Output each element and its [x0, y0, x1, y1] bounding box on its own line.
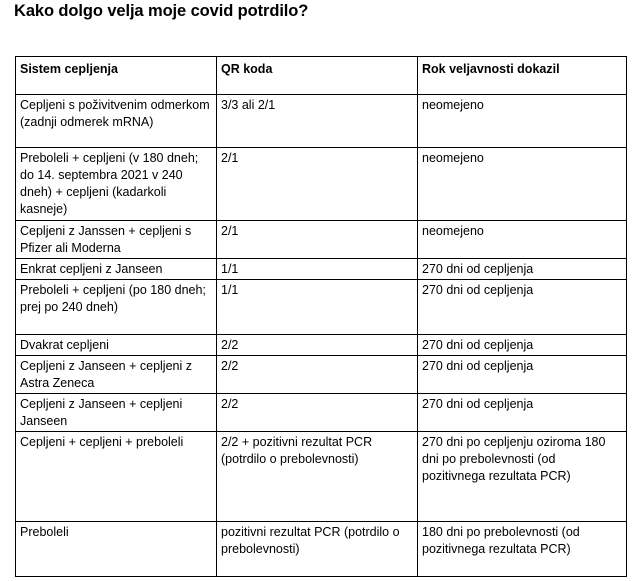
table-cell-validity: 270 dni od cepljenja: [418, 280, 627, 335]
table-cell-qr: 2/2: [217, 356, 418, 394]
table-cell-validity: 270 dni od cepljenja: [418, 356, 627, 394]
header-validity-period: Rok veljavnosti dokazil: [418, 57, 627, 95]
table-cell-system: Cepljeni z Janssen + cepljeni s Pfizer ali Moderna: [16, 221, 217, 259]
table-cell-qr: 1/1: [217, 280, 418, 335]
table-header-row: [16, 57, 627, 95]
table-cell-qr: 2/2: [217, 394, 418, 432]
table-cell-validity: 270 dni po cepljenju oziroma 180 dni po prebolevnosti (od pozitivnega rezultata PCR): [418, 432, 627, 522]
table-row: [16, 221, 627, 259]
table-cell-system: Preboleli + cepljeni (po 180 dneh; prej po 240 dneh): [16, 280, 217, 335]
table-cell-qr: 2/2 + pozitivni rezultat PCR (potrdilo o prebolevnosti): [217, 432, 418, 522]
header-vaccination-system: Sistem cepljenja: [16, 57, 217, 95]
table-cell-system: Cepljeni + cepljeni + preboleli: [16, 432, 217, 522]
table-row: [16, 394, 627, 432]
table-cell-system: Preboleli: [16, 522, 217, 577]
table-cell-system: Cepljeni z Janseen + cepljeni Janseen: [16, 394, 217, 432]
table-cell-system: Enkrat cepljeni z Janseen: [16, 259, 217, 280]
table-cell-qr: pozitivni rezultat PCR (potrdilo o prebolevnosti): [217, 522, 418, 577]
table-row: [16, 356, 627, 394]
table-cell-qr: 2/2: [217, 335, 418, 356]
table-cell-validity: neomejeno: [418, 95, 627, 148]
table-row: [16, 148, 627, 221]
table-cell-validity: neomejeno: [418, 221, 627, 259]
table-cell-system: Preboleli + cepljeni (v 180 dneh; do 14. septembra 2021 v 240 dneh) + cepljeni (kadarkoli kasneje): [16, 148, 217, 221]
table-row: [16, 95, 627, 148]
table-row: [16, 280, 627, 335]
table-cell-qr: 2/1: [217, 221, 418, 259]
table-row: [16, 259, 627, 280]
table-cell-qr: 2/1: [217, 148, 418, 221]
table-row: [16, 432, 627, 522]
header-qr-code: QR koda: [217, 57, 418, 95]
table-row: [16, 335, 627, 356]
table-cell-validity: 270 dni od cepljenja: [418, 259, 627, 280]
page-title: Kako dolgo velja moje covid potrdilo?: [14, 2, 309, 20]
table-cell-system: Cepljeni z Janseen + cepljeni z Astra Zeneca: [16, 356, 217, 394]
table-cell-system: Cepljeni s poživitvenim odmerkom (zadnji odmerek mRNA): [16, 95, 217, 148]
table-cell-validity: 180 dni po prebolevnosti (od pozitivnega rezultata PCR): [418, 522, 627, 577]
table-row: [16, 522, 627, 577]
table-cell-qr: 3/3 ali 2/1: [217, 95, 418, 148]
certificate-validity-table: [15, 56, 627, 577]
table-cell-system: Dvakrat cepljeni: [16, 335, 217, 356]
table-cell-validity: 270 dni od cepljenja: [418, 335, 627, 356]
table-cell-validity: 270 dni od cepljenja: [418, 394, 627, 432]
table-cell-qr: 1/1: [217, 259, 418, 280]
table-cell-validity: neomejeno: [418, 148, 627, 221]
